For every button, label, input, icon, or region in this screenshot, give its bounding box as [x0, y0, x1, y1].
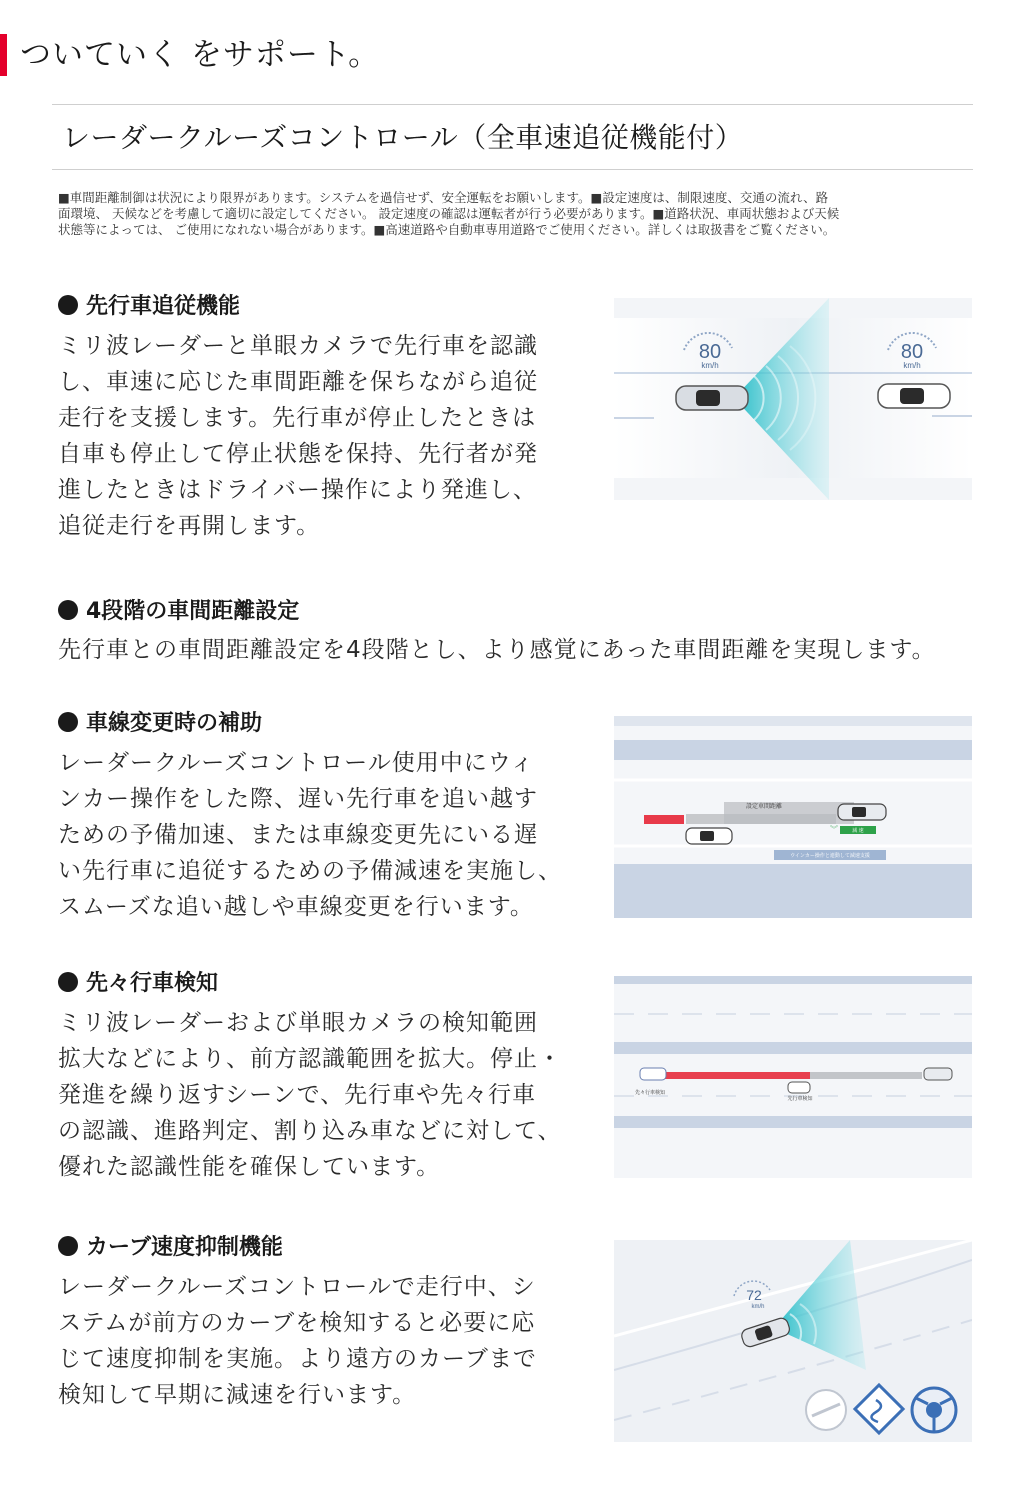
bullet-icon: [58, 972, 78, 992]
leading-car: [838, 804, 886, 820]
page-title: ついていく をサポート。: [20, 37, 381, 73]
divider-bottom: [52, 169, 973, 170]
own-car: [676, 386, 748, 410]
feature-title-text: 先行車追従機能: [86, 294, 241, 319]
feature-title-text: 4段階の車間距離設定: [86, 599, 300, 624]
speed: 72: [746, 1287, 762, 1303]
body-line: ミリ波レーダーと単眼カメラで先行車を認識: [58, 333, 538, 359]
feature-body-distance: [58, 632, 988, 668]
body-line: 検知して早期に減速を行います。: [58, 1382, 417, 1408]
body-line: 優れた認識性能を確保しています。: [58, 1154, 441, 1180]
feature-body-following: [58, 328, 598, 544]
decel-label: 減 速: [852, 828, 864, 834]
feature-title-pre-leading: [58, 969, 218, 999]
disclaimer-line: 面環境、 天候などを考慮して適切に設定してください。 設定速度の確認は運転者が行う必要があります。■道路状況、車両状態および天候: [58, 206, 840, 221]
pre-leading-car: [924, 1068, 952, 1080]
figure-pre-leading: [614, 976, 972, 1178]
bullet-icon: [58, 295, 78, 315]
body-line: 拡大などにより、前方認識範囲を拡大。停止・: [58, 1046, 562, 1072]
left-label: 先々行車検知: [634, 1090, 666, 1096]
feature-body-curve: [58, 1269, 598, 1413]
detection-bar-red: [664, 1072, 810, 1079]
curve-illustration: [614, 1240, 972, 1442]
body-line: ンカー操作をした際、遅い先行車を追い越す: [58, 786, 538, 812]
figure-following: [614, 298, 972, 500]
bullet-icon: [58, 712, 78, 732]
unit-right: km/h: [903, 361, 921, 370]
bullet-icon: [58, 1236, 78, 1256]
body-line: じて速度抑制を実施。より遠方のカーブまで: [58, 1346, 537, 1372]
body-line: スムーズな追い越しや車線変更を行います。: [58, 894, 534, 920]
feature-title-lane-change: [58, 709, 262, 739]
pre-leading-illustration: [614, 976, 972, 1178]
distance-label: 設定車間距離: [745, 804, 783, 810]
feature-title-text: 先々行車検知: [86, 971, 219, 996]
leading-car: [878, 384, 950, 408]
body-line: ステムが前方のカーブを検知すると必要に応: [58, 1310, 536, 1336]
feature-title-curve: [58, 1233, 283, 1263]
body-line: レーダークルーズコントロールで走行中、シ: [58, 1274, 536, 1300]
figure-curve: [614, 1240, 972, 1442]
detection-bar-gray: [810, 1072, 922, 1079]
disclaimer: [58, 190, 973, 238]
section-title: レーダークルーズコントロール（全車速追従機能付）: [62, 121, 744, 154]
feature-title-distance: [58, 597, 299, 627]
speed-left: 80: [698, 341, 722, 363]
disclaimer-line: 状態等によっては、 ご使用になれない場合があります。■高速道路や自動車専用道路でご使用ください。詳しくは取扱書をご覧ください。: [58, 222, 836, 237]
body-line: 先行車との車間距離設定を4段階とし、より感覚にあった車間距離を実現します。: [58, 637, 936, 663]
leading-car: [788, 1082, 810, 1093]
unit-left: km/h: [701, 361, 719, 370]
own-car: [686, 828, 732, 844]
figure-lane-change: [614, 716, 972, 918]
bullet-icon: [58, 600, 78, 620]
info-label: ウインカー操作と連動して減速支援: [790, 853, 870, 859]
chevron-down-icon: ︾: [830, 825, 838, 834]
divider-top: [52, 104, 973, 105]
feature-title-following: [58, 292, 240, 322]
disclaimer-line: ■車間距離制御は状況により限界があります。システムを過信せず、安全運転をお願いします。■設定速度は、制限速度、交通の流れ、路: [58, 190, 829, 205]
body-line: ための予備加速、または車線変更先にいる遅: [58, 822, 538, 848]
page-header: [0, 34, 1024, 76]
body-line: い先行車に追従するための予備減速を実施し、: [58, 858, 562, 884]
body-line: 追従走行を再開します。: [58, 513, 321, 539]
accent-bar: [0, 34, 7, 76]
feature-body-lane-change: [58, 745, 598, 925]
lane-change-illustration: [614, 716, 972, 918]
speed-right: 80: [900, 341, 924, 363]
body-line: 走行を支援します。先行車が停止したときは: [58, 405, 537, 431]
body-line: 発進を繰り返すシーンで、先行車や先々行車: [58, 1082, 537, 1108]
feature-body-pre-leading: [58, 1005, 598, 1185]
own-car: [640, 1068, 666, 1080]
body-line: の認識、進路判定、割り込み車などに対して、: [58, 1118, 562, 1144]
body-line: ミリ波レーダーおよび単眼カメラの検知範囲: [58, 1010, 538, 1036]
wheel-icon: [912, 1388, 956, 1432]
body-line: し、車速に応じた車間距離を保ちながら追従: [58, 369, 538, 395]
feature-title-text: 車線変更時の補助: [86, 711, 263, 736]
body-line: 自車も停止して停止状態を保持、先行者が発: [58, 441, 538, 467]
center-label: 先行車検知: [787, 1096, 813, 1102]
feature-title-text: カーブ速度抑制機能: [86, 1235, 283, 1260]
body-line: レーダークルーズコントロール使用中にウィ: [58, 750, 535, 776]
steering-icon: [806, 1390, 846, 1430]
unit: km/h: [751, 1304, 765, 1310]
following-illustration: [614, 298, 972, 500]
body-line: 進したときはドライバー操作により発進し、: [58, 477, 537, 503]
